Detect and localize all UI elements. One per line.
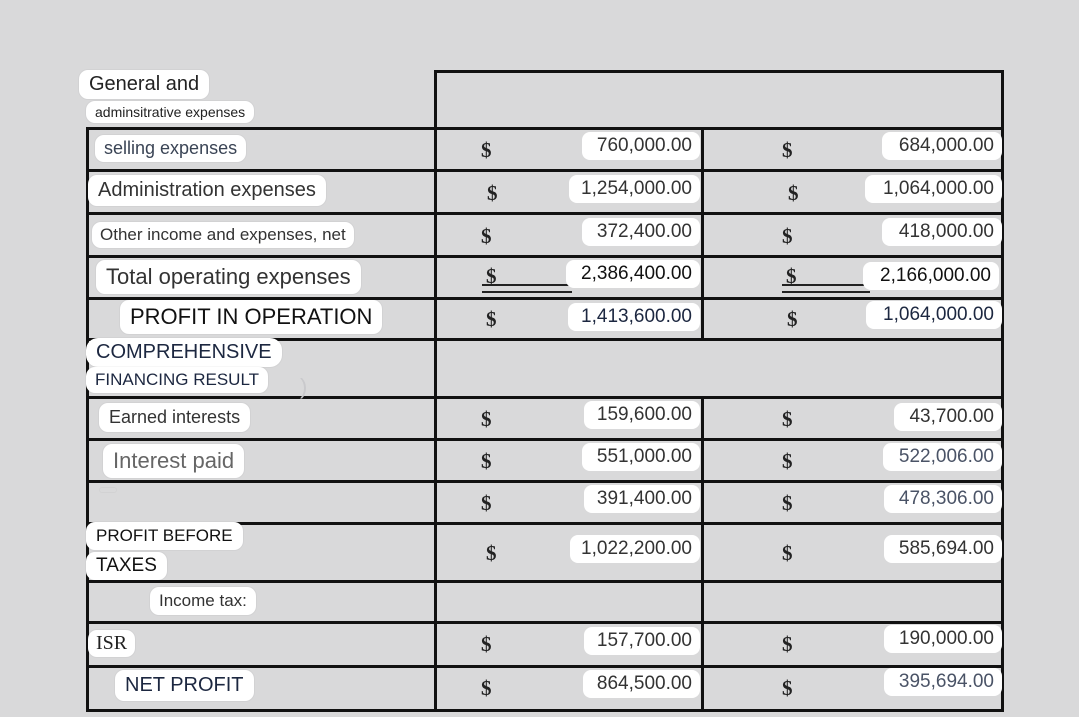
row-label-taxes: TAXES bbox=[86, 552, 167, 580]
currency-symbol: $ bbox=[782, 138, 793, 162]
currency-symbol: $ bbox=[782, 407, 793, 431]
currency-symbol: $ bbox=[486, 264, 497, 288]
grid-line bbox=[701, 128, 704, 338]
row-label-isr: ISR bbox=[88, 630, 135, 657]
value-cell: 2,386,400.00 bbox=[566, 260, 700, 288]
currency-symbol: $ bbox=[481, 491, 492, 515]
value-cell: 760,000.00 bbox=[582, 132, 700, 160]
grid-line bbox=[86, 212, 1004, 215]
value-cell: 395,694.00 bbox=[884, 668, 1002, 696]
row-label-profit-operation: PROFIT IN OPERATION bbox=[120, 300, 382, 334]
value-cell: 391,400.00 bbox=[584, 485, 700, 513]
grid-line bbox=[1001, 70, 1004, 712]
grid-line bbox=[434, 70, 437, 712]
ghost-mark: ) bbox=[300, 374, 308, 399]
value-cell: 43,700.00 bbox=[894, 403, 1002, 431]
row-label-other-income: Other income and expenses, net bbox=[92, 222, 354, 248]
value-cell: 522,006.00 bbox=[883, 443, 1002, 471]
grid-line bbox=[86, 127, 1004, 130]
currency-symbol: $ bbox=[782, 632, 793, 656]
row-label-selling: selling expenses bbox=[95, 135, 246, 162]
currency-symbol: $ bbox=[786, 264, 797, 288]
currency-symbol: $ bbox=[486, 541, 497, 565]
currency-symbol: $ bbox=[788, 181, 799, 205]
value-cell: 1,413,600.00 bbox=[568, 303, 700, 331]
grid-line bbox=[86, 709, 1004, 712]
row-label-net-profit: NET PROFIT bbox=[115, 670, 254, 701]
row-label-earned-interests: Earned interests bbox=[99, 403, 250, 432]
currency-symbol: $ bbox=[481, 632, 492, 656]
row-label-profit-before: PROFIT BEFORE bbox=[86, 522, 243, 550]
currency-symbol: $ bbox=[481, 676, 492, 700]
currency-symbol: $ bbox=[486, 307, 497, 331]
row-label-subtotal bbox=[100, 488, 116, 492]
value-cell: 864,500.00 bbox=[583, 670, 700, 698]
grid-line bbox=[86, 255, 1004, 258]
row-label-comprehensive: COMPREHENSIVE bbox=[86, 338, 282, 367]
value-cell: 551,000.00 bbox=[582, 443, 700, 471]
row-label-income-tax: Income tax: bbox=[150, 587, 256, 615]
grid-line bbox=[86, 621, 1004, 624]
value-cell: 372,400.00 bbox=[582, 218, 700, 246]
currency-symbol: $ bbox=[782, 224, 793, 248]
row-label-administration: Administration expenses bbox=[88, 175, 326, 206]
currency-symbol: $ bbox=[782, 449, 793, 473]
value-cell: 1,254,000.00 bbox=[569, 175, 700, 203]
currency-symbol: $ bbox=[782, 491, 793, 515]
row-label-interest-paid: Interest paid bbox=[103, 444, 244, 478]
grid-line bbox=[86, 438, 1004, 441]
value-cell: 418,000.00 bbox=[882, 218, 1002, 246]
currency-symbol: $ bbox=[481, 407, 492, 431]
value-cell: 2,166,000.00 bbox=[863, 262, 999, 290]
currency-symbol: $ bbox=[481, 138, 492, 162]
currency-symbol: $ bbox=[787, 307, 798, 331]
value-cell: 190,000.00 bbox=[884, 625, 1002, 653]
row-label-financing: FINANCING RESULT bbox=[86, 367, 268, 393]
currency-symbol: $ bbox=[487, 181, 498, 205]
grid-line bbox=[86, 396, 1004, 399]
value-cell: 478,306.00 bbox=[884, 485, 1002, 513]
grid-line bbox=[86, 580, 1004, 583]
currency-symbol: $ bbox=[481, 449, 492, 473]
value-cell: 684,000.00 bbox=[882, 132, 1002, 160]
row-label-general: General and bbox=[79, 70, 209, 99]
value-cell: 157,700.00 bbox=[584, 627, 700, 655]
value-cell: 1,064,000.00 bbox=[865, 175, 1002, 203]
value-cell: 585,694.00 bbox=[884, 535, 1002, 563]
value-cell: 1,022,200.00 bbox=[570, 535, 700, 563]
row-label-general-2: adminsitrative expenses bbox=[86, 101, 254, 123]
grid-line bbox=[434, 70, 1004, 73]
currency-symbol: $ bbox=[782, 676, 793, 700]
row-label-total-operating: Total operating expenses bbox=[96, 260, 361, 294]
grid-line bbox=[86, 169, 1004, 172]
grid-line bbox=[86, 480, 1004, 483]
grid-line bbox=[86, 665, 1004, 668]
currency-symbol: $ bbox=[481, 224, 492, 248]
currency-symbol: $ bbox=[782, 541, 793, 565]
double-underline bbox=[482, 284, 572, 293]
value-cell: 159,600.00 bbox=[584, 401, 700, 429]
grid-line bbox=[86, 128, 89, 712]
double-underline bbox=[782, 284, 870, 293]
value-cell: 1,064,000.00 bbox=[866, 301, 1002, 329]
